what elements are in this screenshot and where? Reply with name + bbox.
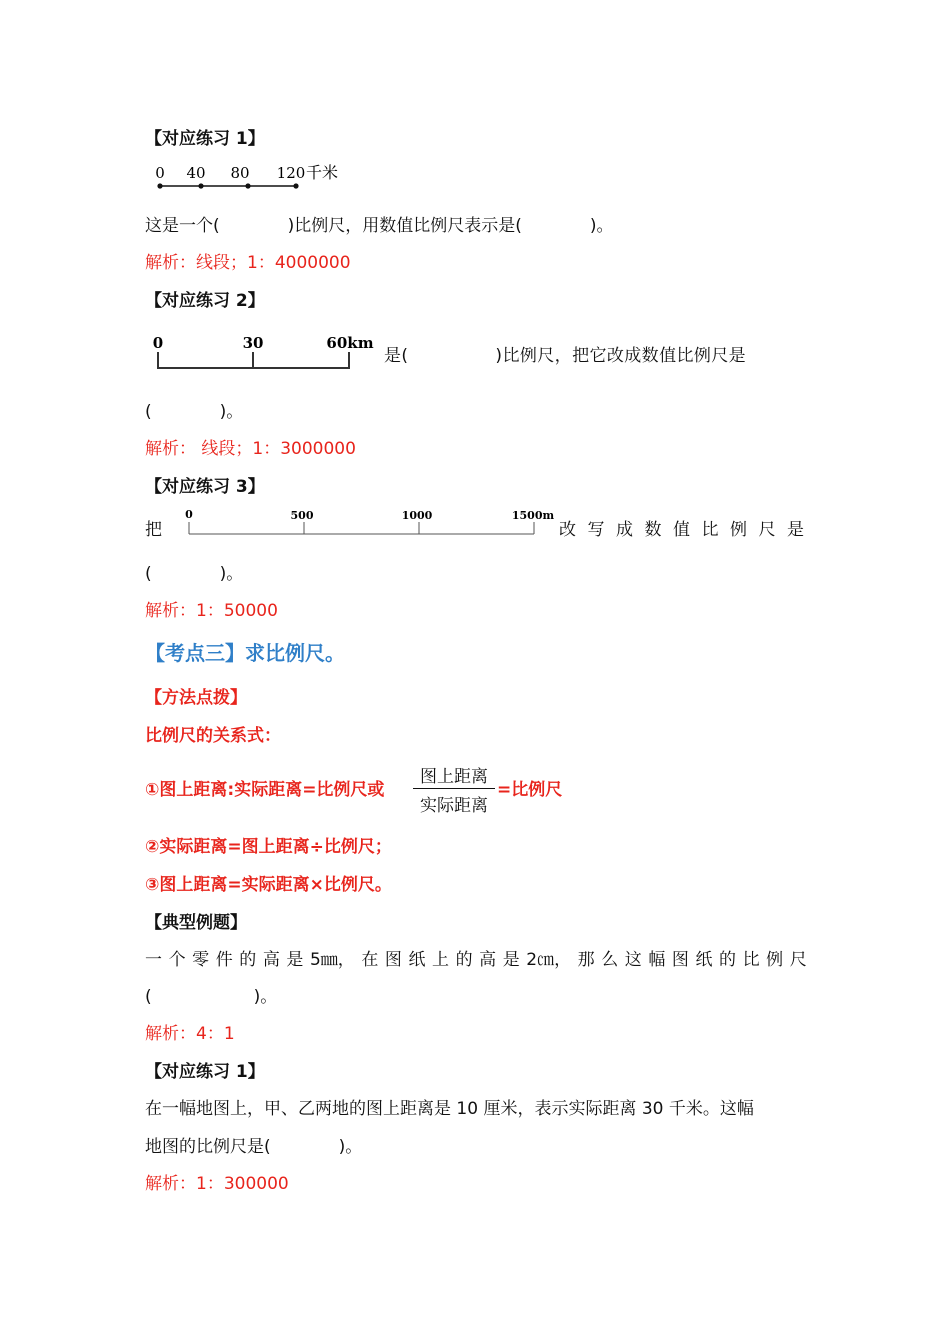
practice-3-question: 改写成数值比例尺是 <box>559 520 816 540</box>
scale-tick-label: 0 <box>155 164 165 182</box>
example-answer: 解析：4：1 <box>145 1024 235 1044</box>
section-title: 【考点三】求比例尺。 <box>145 641 345 665</box>
practice-1-question: 这是一个( )比例尺，用数值比例尺表示是( )。 <box>145 216 614 236</box>
practice-4-heading: 【对应练习 1】 <box>145 1062 265 1082</box>
formula-2: ②实际距离=图上距离÷比例尺； <box>145 837 392 857</box>
scale-tick-label: 1000 <box>401 509 433 522</box>
practice-1-answer: 解析：线段；1：4000000 <box>145 253 351 273</box>
scale-dot <box>293 183 298 188</box>
practice-3-heading: 【对应练习 3】 <box>145 477 265 497</box>
scale-tick-label: 120 <box>276 164 306 182</box>
example-question-cont: ( )。 <box>145 987 278 1007</box>
scale-tick-label: 40 <box>186 164 206 182</box>
formula-1-left: ①图上距离:实际距离=比例尺或 <box>145 780 385 800</box>
scale-dot <box>198 183 203 188</box>
practice-2-heading: 【对应练习 2】 <box>145 291 265 311</box>
example-question: 一 个 零 件 的 高 是 5㎜， 在 图 纸 上 的 高 是 2㎝， 那 么 这 幅 图 纸 的 比 例 尺 <box>145 950 807 970</box>
practice-2-answer: 解析： 线段；1：3000000 <box>145 439 356 459</box>
line-scale-3 <box>180 505 555 539</box>
fraction-denominator: 实际距离 <box>420 796 488 816</box>
practice-3-answer: 解析：1：50000 <box>145 601 278 621</box>
scale-tick-label: 0 <box>185 508 193 521</box>
scale-tick-label: 1500m <box>511 509 555 522</box>
method-heading: 【方法点拨】 <box>145 688 247 708</box>
line-scale-2 <box>150 330 380 374</box>
scale-tick-label: 500 <box>290 509 314 522</box>
formula-3: ③图上距离=实际距离×比例尺。 <box>145 875 392 895</box>
scale-tick-label: 30 <box>242 334 264 352</box>
scale-tick-label: 0 <box>152 334 164 352</box>
distance-fraction <box>413 762 495 816</box>
practice-2-question-cont: ( )。 <box>145 402 244 422</box>
practice-1-heading: 【对应练习 1】 <box>145 129 265 149</box>
formula-1-right: =比例尺 <box>497 780 563 800</box>
practice-2-question: 是( )比例尺，把它改成数值比例尺是 <box>384 346 747 366</box>
scale-tick-label: 60km <box>326 334 374 352</box>
practice-3-question-cont: ( )。 <box>145 564 244 584</box>
relation-heading: 比例尺的关系式： <box>145 726 281 746</box>
scale-unit-label: 千米 <box>306 163 339 182</box>
fraction-numerator: 图上距离 <box>420 767 488 787</box>
scale-dot <box>157 183 162 188</box>
practice-4-question-cont: 地图的比例尺是( )。 <box>145 1137 363 1157</box>
practice-4-answer: 解析：1：300000 <box>145 1174 289 1194</box>
example-heading: 【典型例题】 <box>145 913 247 933</box>
scale-tick-label: 80 <box>230 164 250 182</box>
practice-4-question: 在一幅地图上，甲、乙两地的图上距离是 10 厘米，表示实际距离 30 千米。这幅 <box>145 1099 754 1119</box>
fraction-bar <box>413 788 495 789</box>
scale-dot <box>245 183 250 188</box>
practice-3-prefix: 把 <box>145 520 162 540</box>
line-scale-1 <box>150 160 350 192</box>
